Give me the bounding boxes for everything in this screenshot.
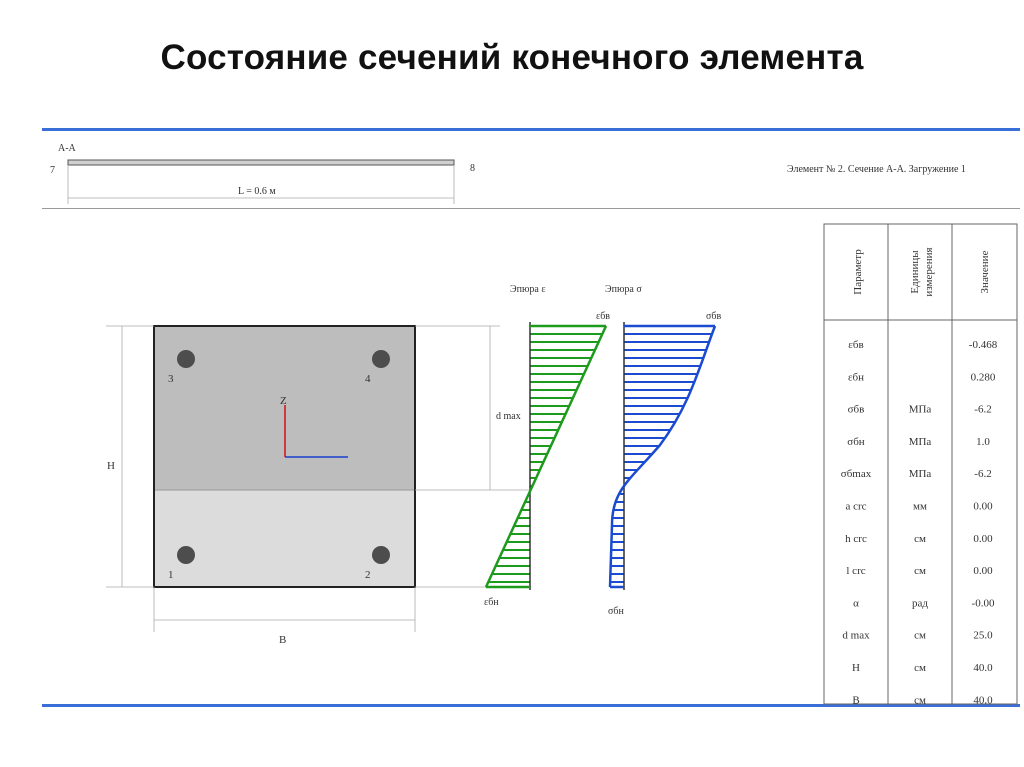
table-cell-param: εбн	[847, 371, 865, 384]
table-cell-value: 25.0	[973, 629, 993, 642]
table-cell-param: l crc	[846, 565, 866, 578]
height-label: H	[107, 460, 115, 472]
table-cell-value: 40.0	[973, 662, 993, 674]
table-header-units-line2: измерения	[923, 247, 935, 297]
table-cell-param: h crc	[845, 532, 867, 545]
table-cell-unit: МПа	[908, 403, 932, 416]
table-cell-param: σбmax	[840, 468, 872, 481]
table-cell-param: α	[853, 597, 859, 610]
cross-section	[106, 326, 530, 646]
beam-bar	[68, 160, 454, 165]
table-cell-unit: МПа	[908, 435, 932, 448]
page-title: Состояние сечений конечного элемента	[160, 38, 864, 77]
table-cell-value: -6.2	[974, 403, 992, 416]
table-cell-unit: рад	[912, 597, 928, 610]
element-info: Элемент № 2. Сечение А-А. Загружение 1	[787, 164, 966, 175]
strain-diagram-title: Эпюра ε	[510, 284, 546, 295]
stress-bottom-label: σбн	[608, 606, 624, 617]
rebar-2	[372, 546, 390, 564]
strain-top-label: εбв	[596, 311, 611, 322]
table-cell-param: a crc	[845, 500, 867, 513]
rebar-4	[372, 350, 390, 368]
table-cell-param: B	[852, 694, 860, 707]
dmax-label: d max	[496, 411, 521, 422]
table-header-value: Значение	[979, 250, 991, 294]
rebar-3	[177, 350, 195, 368]
table-header-units	[909, 247, 935, 296]
rebar-label-3: 3	[168, 373, 174, 385]
table-rows	[841, 339, 998, 706]
width-label: B	[279, 634, 287, 646]
table-cell-value: 40.0	[973, 694, 993, 707]
beam-length-label: L = 0.6 м	[238, 186, 276, 197]
table-header-param: Параметр	[852, 249, 864, 295]
table-cell-value: -6.2	[974, 468, 992, 481]
table-cell-unit: мм	[913, 500, 927, 513]
table-cell-unit: МПа	[908, 468, 932, 481]
axis-z-label: Z	[280, 395, 287, 407]
table-cell-unit: см	[914, 565, 926, 578]
beam-header	[50, 143, 966, 204]
node-left-label: 7	[50, 165, 55, 176]
rebar-label-4: 4	[365, 373, 371, 385]
table-cell-param: H	[852, 662, 860, 674]
table-cell-value: 0.280	[970, 371, 996, 384]
rebar-1	[177, 546, 195, 564]
rebar-label-1: 1	[168, 569, 174, 581]
table-cell-param: εбв	[848, 339, 864, 351]
table-cell-param: d max	[842, 629, 870, 642]
table-cell-value: 0.00	[973, 532, 993, 545]
rebar-label-2: 2	[365, 569, 371, 581]
section-label: А-А	[58, 143, 76, 154]
stress-hatch	[610, 334, 712, 582]
stress-top-label: σбв	[706, 311, 722, 322]
tension-zone	[154, 490, 415, 587]
strain-bottom-label: εбн	[484, 597, 499, 608]
table-cell-unit: см	[914, 532, 926, 545]
results-table	[824, 224, 1017, 706]
table-cell-value: 0.00	[973, 500, 993, 513]
table-cell-value: -0.00	[971, 597, 995, 610]
table-cell-param: σбв	[847, 403, 865, 416]
table-cell-unit: см	[914, 662, 926, 674]
table-cell-value: 1.0	[976, 435, 990, 448]
stress-diagram-title: Эпюра σ	[605, 284, 642, 295]
stress-diagram	[605, 284, 721, 617]
table-cell-param: σбн	[847, 435, 865, 448]
node-right-label: 8	[470, 163, 475, 174]
table-cell-unit: см	[914, 629, 926, 642]
table-cell-value: -0.468	[968, 339, 998, 351]
strain-diagram	[484, 284, 610, 608]
table-cell-value: 0.00	[973, 565, 993, 578]
table-cell-unit: см	[914, 694, 926, 707]
table-header-units-line1: Единицы	[909, 250, 921, 294]
